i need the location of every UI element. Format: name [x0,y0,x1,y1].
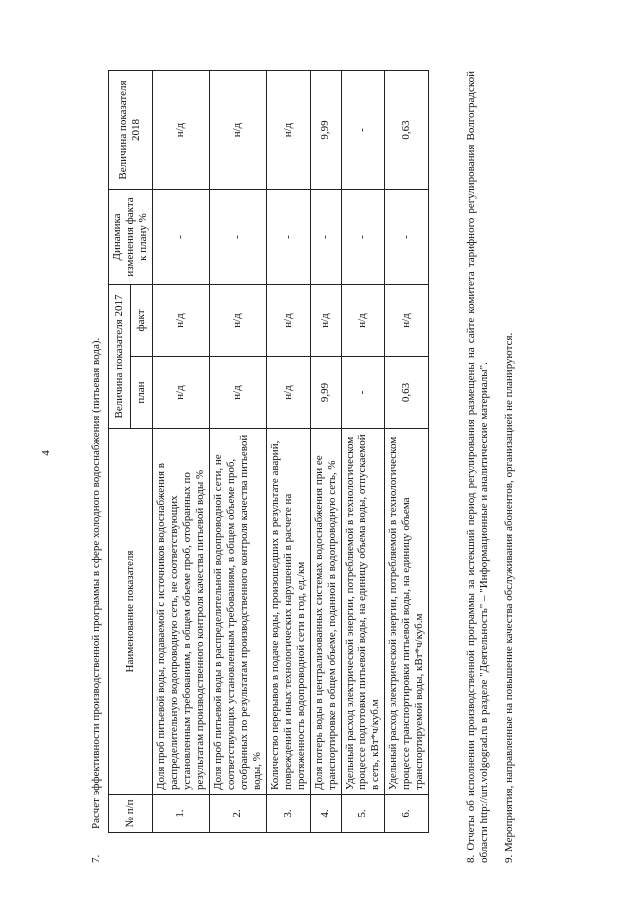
notes [465,71,528,863]
note-item-9: 9. Мероприятия, направленные на повышение качества обслуживания абонентов, организацией не планируются. [502,332,515,863]
row-number: 2. [209,794,266,832]
header-num: № п/п [109,794,153,832]
fact-value: н/д [266,284,310,356]
plan-value: н/д [266,356,310,428]
section-heading [90,337,103,862]
page-number: 4 [40,449,52,456]
dynamics-value: - [341,189,385,284]
header-plan: план [130,356,152,428]
note-item-8: 8. Отчеты об исполнении производственной программы за истекший период регулирования размещены на сайте комитета тарифного регулирования Волгоградской области http://urt.volgograd.ru в разделе "Деятельность" – "Информационные и аналитические материалы". [465,70,490,863]
value-2018: н/д [266,70,310,189]
value-2018: 9,99 [310,70,341,189]
plan-value: н/д [209,356,266,428]
indicator-name: Доля потерь воды в централизованных системах водоснабжения при ее транспортировке в общем объеме, поданной в водопроводную сеть, % [310,428,341,794]
plan-value: 9,99 [310,356,341,428]
fact-value: н/д [310,284,341,356]
indicator-name: Доля проб питьевой воды, подаваемой с источников водоснабжения в распределительную водопроводную сеть, не соответствующих установленным требованиям, в общем объеме проб, отобранных по результатам производственного контроля качества питьевой воды % [152,428,209,794]
plan-value: - [341,356,385,428]
section-number: 7. [90,854,102,863]
row-number: 4. [310,794,341,832]
rotated-content [40,43,600,863]
fact-value: н/д [209,284,266,356]
fact-value: н/д [385,284,429,356]
value-2018: 0,63 [385,70,429,189]
indicator-name: Удельный расход электрической энергии, потребляемой в технологическом процессе транспортировки питьевой воды, на единицу объема транспортируемой воды, кВт*ч/куб.м [385,428,429,794]
row-number: 1. [152,794,209,832]
header-dynamics: Динамика изменения факта к плану % [109,189,153,284]
table-row [341,70,385,832]
table-row [209,70,266,832]
dynamics-value: - [209,189,266,284]
indicator-name: Доля проб питьевой воды в распределительной водопроводной сети, не соответствующих установленным требованиям, в общем объеме проб, отобранных по результатам производственного контроля качества питьевой воды, % [209,428,266,794]
fact-value: н/д [341,284,385,356]
dynamics-value: - [310,189,341,284]
dynamics-value: - [152,189,209,284]
indicator-name: Удельный расход электрической энергии, потребляемой в технологическом процессе подготовки питьевой воды, на единицу объема воды, отпускаемой в сеть, кВт*ч/куб.м [341,428,385,794]
section-title: Расчет эффективности производственной программы в сфере холодного водоснабжения (питьевая вода). [90,337,102,829]
table-row [152,70,209,832]
plan-value: 0,63 [385,356,429,428]
row-number: 3. [266,794,310,832]
value-2018: н/д [152,70,209,189]
header-value-2018: Величина показателя 2018 [109,70,153,189]
plan-value: н/д [152,356,209,428]
fact-value: н/д [152,284,209,356]
row-number: 6. [385,794,429,832]
table-row [266,70,310,832]
table-row [385,70,429,832]
indicator-name: Количество перерывов в подаче воды, произошедших в результате аварий, повреждений и иных технологических нарушений в расчете на протяженность водопроводной сети в год, ед./км [266,428,310,794]
value-2018: н/д [209,70,266,189]
indicators-table [108,69,429,832]
header-name: Наименование показателя [109,428,153,794]
row-number: 5. [341,794,385,832]
dynamics-value: - [266,189,310,284]
value-2018: - [341,70,385,189]
header-value-2017: Величина показателя 2017 [109,284,131,428]
table-row [310,70,341,832]
dynamics-value: - [385,189,429,284]
header-fact: факт [130,284,152,356]
